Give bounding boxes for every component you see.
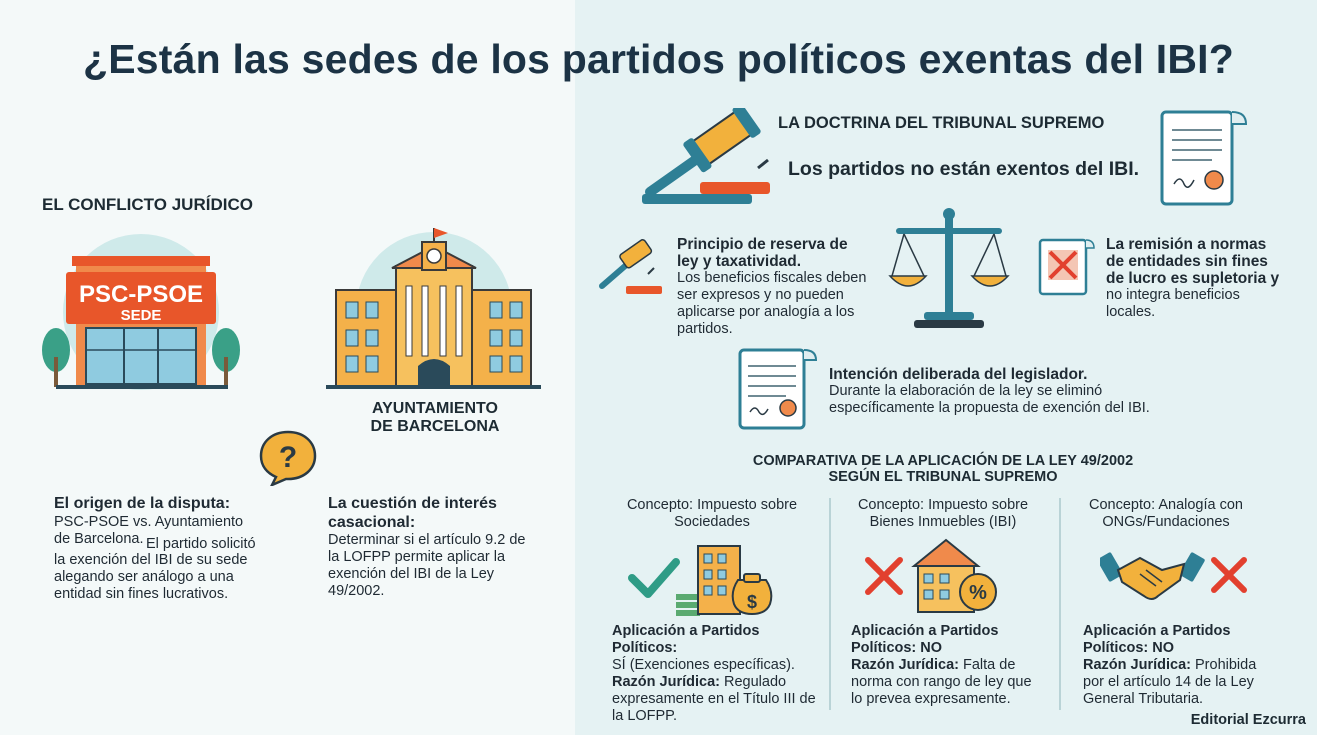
comparison-col-3-details: Aplicación a Partidos Políticos: NO Razón Jurídica: Prohibida por el artículo 14 de la Ley General Tributaria. <box>1083 623 1257 707</box>
principle-block: Principio de reserva de ley y taxatividad. Los beneficios fiscales deben ser expresos y no pueden aplicarse por analogía a los partidos. <box>677 236 867 337</box>
property-tax-illustration <box>862 536 1002 616</box>
scales-of-justice-icon <box>888 204 1010 330</box>
doctrine-heading: LA DOCTRINA DEL TRIBUNAL SUPREMO <box>778 114 1105 132</box>
corporate-tax-illustration <box>626 540 776 616</box>
small-gavel-icon <box>596 238 668 298</box>
intention-block: Intención deliberada del legislador. Durante la elaboración de la ley se eliminó específicamente la propuesta de exención del IBI. <box>829 366 1150 416</box>
party-headquarters-illustration <box>36 232 246 392</box>
checkmark-icon <box>632 562 676 594</box>
legislation-scroll-icon <box>730 346 820 436</box>
doctrine-statement: Los partidos no están exentos del IBI. <box>788 158 1140 180</box>
dispute-origin-heading: El origen de la disputa: <box>54 495 231 512</box>
comparison-col-3-concept: Concepto: Analogía con ONGs/Fundaciones <box>1089 497 1243 530</box>
cross-icon <box>868 560 900 592</box>
document-seal-icon <box>1150 106 1250 210</box>
ngo-analogy-illustration <box>1100 544 1256 608</box>
column-divider <box>1059 498 1061 710</box>
city-hall-label: AYUNTAMIENTO DE BARCELONA <box>370 400 500 435</box>
svg-text:?: ? <box>278 441 298 474</box>
comparison-col-2-concept: Concepto: Impuesto sobre Bienes Inmuebles (IBI) <box>857 497 1029 530</box>
column-divider <box>829 498 831 710</box>
building-sign-line1: PSC-PSOE <box>78 281 204 308</box>
cross-icon <box>1214 560 1244 590</box>
svg-text:$: $ <box>746 592 758 612</box>
cassation-question-block: La cuestión de interés casacional: Determinar si el artículo 9.2 de la LOFPP permite aplicar la exención del IBI de la Ley 49/2002. <box>328 495 526 599</box>
footer-brand: Editorial Ezcurra <box>1190 712 1306 728</box>
dispute-origin-block: El origen de la disputa: PSC-PSOE vs. Ayuntamiento de Barcelona. El partido solicitó la exención del IBI de su sede alegando ser análogo a una entidad sin fines lucrativos. <box>54 494 294 603</box>
comparison-col-1-concept: Concepto: Impuesto sobre Sociedades <box>626 497 798 530</box>
question-bubble-icon <box>258 430 318 486</box>
building-sign-line2: SEDE <box>120 307 162 324</box>
comparison-col-2-details: Aplicación a Partidos Políticos: NO Razón Jurídica: Falta de norma con rango de ley que lo prevea expresamente. <box>851 623 1032 707</box>
page-title: ¿Están las sedes de los partidos políticos exentas del IBI? <box>82 36 1235 82</box>
crossed-document-icon <box>1034 236 1096 300</box>
comparison-col-1-details: Aplicación a Partidos Políticos: SÍ (Exenciones específicas). Razón Jurídica: Regulado expresamente en el Título III de la LOFPP. <box>612 623 816 724</box>
gavel-icon <box>640 108 780 208</box>
house-icon <box>914 540 978 566</box>
conflict-section-heading: EL CONFLICTO JURÍDICO <box>42 195 253 214</box>
remission-block: La remisión a normas de entidades sin fines de lucro es supletoria y no integra beneficios locales. <box>1106 236 1280 320</box>
comparison-heading: COMPARATIVA DE LA APLICACIÓN DE LA LEY 49/2002 SEGÚN EL TRIBUNAL SUPREMO <box>752 453 1134 485</box>
handshake-icon <box>1100 552 1205 599</box>
city-hall-illustration <box>326 228 541 393</box>
svg-text:%: % <box>969 582 987 604</box>
money-stack-icon <box>676 594 700 616</box>
